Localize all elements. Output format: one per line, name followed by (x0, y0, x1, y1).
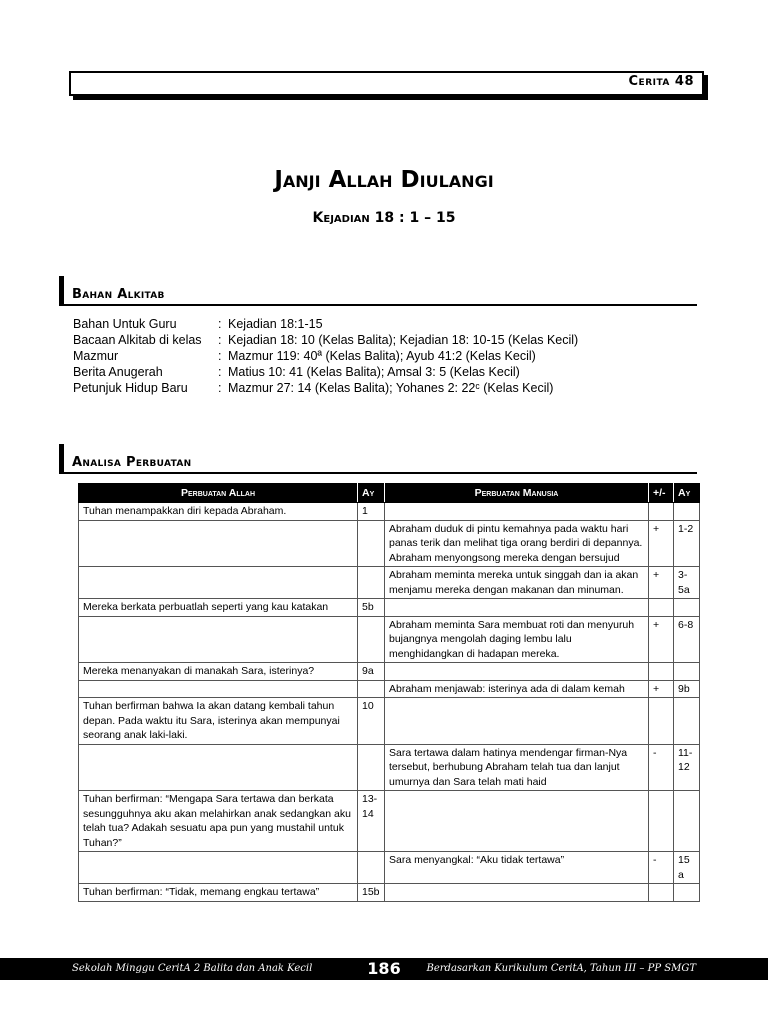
bahan-value: Mazmur 27: 14 (Kelas Balita); Yohanes 2: 22ᶜ (Kelas Kecil) (228, 381, 554, 395)
cell-ay-2 (674, 698, 700, 745)
cell-plus-minus (649, 698, 674, 745)
cell-ay-2 (674, 791, 700, 852)
cell-allah (79, 520, 358, 567)
table-header-row (79, 484, 700, 503)
bahan-key: Berita Anugerah (73, 365, 163, 379)
cell-manusia (385, 503, 649, 521)
cell-ay: 15b (358, 884, 385, 902)
table-row (79, 884, 700, 902)
section-bahan-alkitab (59, 276, 697, 306)
cell-manusia: Abraham menjawab: isterinya ada di dalam kemah (385, 680, 649, 698)
analisa-table (78, 483, 700, 902)
bahan-value: Mazmur 119: 40ª (Kelas Balita); Ayub 41:2 (Kelas Kecil) (228, 349, 536, 363)
cell-ay-2 (674, 884, 700, 902)
cell-plus-minus: + (649, 680, 674, 698)
cell-plus-minus (649, 791, 674, 852)
col-plus-minus: +/- (649, 484, 674, 503)
bahan-separator: : (218, 317, 222, 331)
table-row (79, 616, 700, 663)
bahan-value: Matius 10: 41 (Kelas Balita); Amsal 3: 5 (Kelas Kecil) (228, 365, 520, 379)
story-number: Cerita 48 (628, 74, 694, 89)
cell-allah (79, 567, 358, 599)
cell-manusia: Abraham duduk di pintu kemahnya pada waktu hari panas terik dan melihat tiga orang berdiri di depannya. Abraham menyongsong mereka dengan bersujud (385, 520, 649, 567)
table-row (79, 698, 700, 745)
cell-allah (79, 616, 358, 663)
table-row (79, 503, 700, 521)
table-row (79, 567, 700, 599)
cell-allah: Tuhan berfirman: “Tidak, memang engkau tertawa” (79, 884, 358, 902)
cell-ay-2: 15a (674, 852, 700, 884)
table-row (79, 791, 700, 852)
bahan-row (73, 332, 578, 348)
bahan-separator: : (218, 381, 222, 395)
cell-ay-2: 6-8 (674, 616, 700, 663)
cell-plus-minus (649, 503, 674, 521)
cell-plus-minus: - (649, 744, 674, 791)
cell-allah (79, 852, 358, 884)
bahan-separator: : (218, 333, 222, 347)
section-heading: Bahan Alkitab (72, 287, 165, 302)
bahan-separator: : (218, 349, 222, 363)
cell-manusia (385, 884, 649, 902)
section-marker (59, 444, 64, 474)
page-number: 186 (367, 959, 401, 978)
cell-allah (79, 744, 358, 791)
cell-ay: 1 (358, 503, 385, 521)
bahan-key: Bacaan Alkitab di kelas (73, 333, 202, 347)
section-marker (59, 276, 64, 306)
cell-ay: 10 (358, 698, 385, 745)
table-row (79, 520, 700, 567)
cell-ay (358, 616, 385, 663)
bahan-key: Bahan Untuk Guru (73, 317, 177, 331)
cell-manusia (385, 599, 649, 617)
bahan-row (73, 380, 578, 396)
section-analisa-perbuatan (59, 444, 697, 474)
cell-plus-minus: + (649, 567, 674, 599)
col-ay: Ay (358, 484, 385, 503)
cell-ay-2: 3-5a (674, 567, 700, 599)
table-row (79, 744, 700, 791)
table-row (79, 680, 700, 698)
cell-ay: 13-14 (358, 791, 385, 852)
table-row (79, 852, 700, 884)
col-perbuatan-allah: Perbuatan Allah (79, 484, 358, 503)
cell-allah: Mereka berkata perbuatlah seperti yang kau katakan (79, 599, 358, 617)
footer-series-title: Sekolah Minggu CeritA 2 Balita dan Anak Kecil (72, 963, 313, 974)
cell-ay (358, 744, 385, 791)
cell-plus-minus: + (649, 616, 674, 663)
page-title: Janji Allah Diulangi (274, 167, 494, 193)
cell-ay: 9a (358, 663, 385, 681)
cell-manusia: Sara tertawa dalam hatinya mendengar firman-Nya tersebut, berhubung Abraham telah tua dan lanjut umurnya dan Sara telah mati haid (385, 744, 649, 791)
cell-plus-minus (649, 663, 674, 681)
cell-ay-2: 11-12 (674, 744, 700, 791)
cell-manusia: Sara menyangkal: “Aku tidak tertawa” (385, 852, 649, 884)
cell-manusia: Abraham meminta Sara membuat roti dan menyuruh bujangnya mengolah daging lembu lalu menghidangkan di hadapan mereka. (385, 616, 649, 663)
bahan-row (73, 364, 578, 380)
bahan-row (73, 348, 578, 364)
cell-manusia (385, 791, 649, 852)
cell-plus-minus: - (649, 852, 674, 884)
cell-plus-minus (649, 599, 674, 617)
cell-ay-2 (674, 663, 700, 681)
cell-allah: Mereka menanyakan di manakah Sara, isterinya? (79, 663, 358, 681)
col-perbuatan-manusia: Perbuatan Manusia (385, 484, 649, 503)
cell-ay-2 (674, 599, 700, 617)
cell-allah (79, 680, 358, 698)
table-row (79, 663, 700, 681)
story-header-box (69, 71, 704, 96)
cell-ay: 5b (358, 599, 385, 617)
bahan-list (73, 316, 578, 396)
bahan-value: Kejadian 18: 10 (Kelas Balita); Kejadian 18: 10-15 (Kelas Kecil) (228, 333, 579, 347)
cell-ay-2: 9b (674, 680, 700, 698)
cell-ay-2: 1-2 (674, 520, 700, 567)
bahan-row (73, 316, 578, 332)
cell-manusia (385, 698, 649, 745)
cell-allah: Tuhan menampakkan diri kepada Abraham. (79, 503, 358, 521)
bahan-key: Petunjuk Hidup Baru (73, 381, 188, 395)
scripture-reference: Kejadian 18 : 1 – 15 (312, 210, 456, 226)
cell-ay (358, 680, 385, 698)
cell-ay (358, 520, 385, 567)
cell-ay (358, 567, 385, 599)
cell-plus-minus: + (649, 520, 674, 567)
cell-plus-minus (649, 884, 674, 902)
footer-curriculum-note: Berdasarkan Kurikulum CeritA, Tahun III – PP SMGT (426, 963, 696, 974)
cell-allah: Tuhan berfirman: “Mengapa Sara tertawa dan berkata sesungguhnya aku akan melahirkan anak sedangkan aku telah tua? Adakah sesuatu apa pun yang mustahil untuk Tuhan?” (79, 791, 358, 852)
section-heading: Analisa Perbuatan (72, 455, 192, 470)
bahan-value: Kejadian 18:1-15 (228, 317, 323, 331)
bahan-separator: : (218, 365, 222, 379)
cell-ay (358, 852, 385, 884)
cell-manusia (385, 663, 649, 681)
table-row (79, 599, 700, 617)
page-footer (0, 958, 768, 980)
cell-manusia: Abraham meminta mereka untuk singgah dan ia akan menjamu mereka dengan makanan dan minuman. (385, 567, 649, 599)
col-ay-2: Ay (674, 484, 700, 503)
cell-allah: Tuhan berfirman bahwa Ia akan datang kembali tahun depan. Pada waktu itu Sara, isterinya akan mempunyai seorang anak laki-laki. (79, 698, 358, 745)
cell-ay-2 (674, 503, 700, 521)
bahan-key: Mazmur (73, 349, 119, 363)
